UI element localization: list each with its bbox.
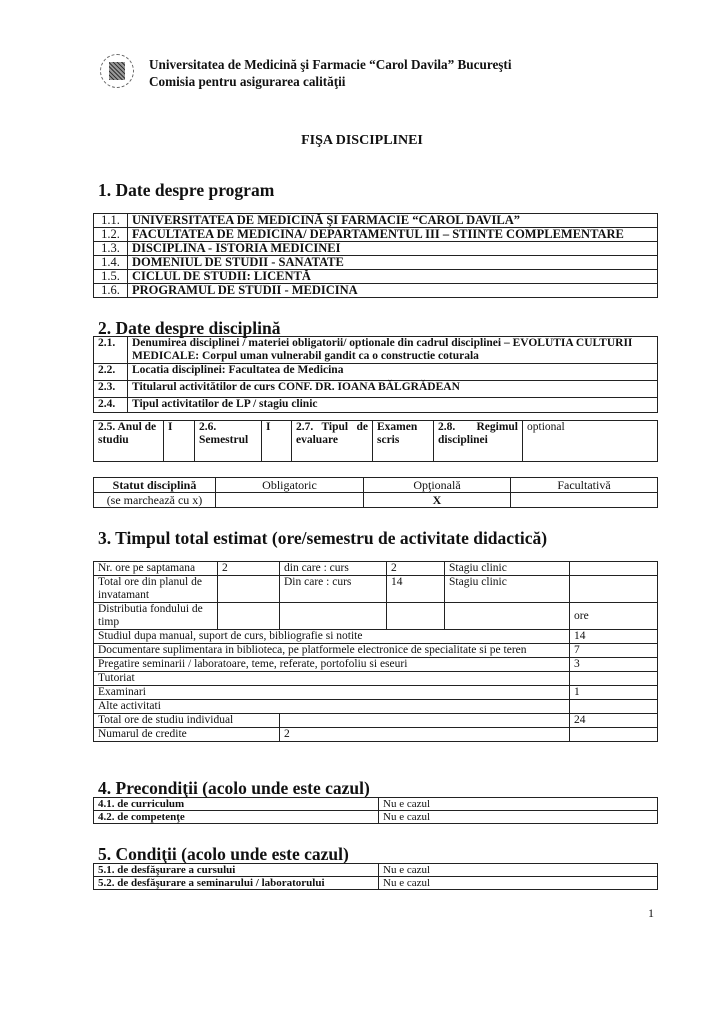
table-row (94, 686, 658, 700)
row-number: 1.5. (94, 270, 128, 284)
condition-value: Nu e cazul (379, 877, 658, 890)
table-row (94, 493, 658, 508)
activity-hours: 7 (570, 644, 658, 658)
document-title: FIŞA DISCIPLINEI (301, 133, 423, 148)
table-row (94, 214, 658, 228)
table-row (94, 256, 658, 270)
row-text: Tipul activitatilor de LP / stagiu clinic (128, 398, 658, 413)
table-row (94, 811, 658, 824)
page-number: 1 (648, 906, 654, 920)
condition-value: Nu e cazul (379, 864, 658, 877)
activity-label: Examinari (94, 686, 570, 700)
program-table (93, 213, 658, 298)
discipline-table (93, 336, 658, 413)
precondition-label: 4.2. de competenţe (94, 811, 379, 824)
cell: 2 (218, 562, 280, 576)
activity-hours: 14 (570, 630, 658, 644)
table-row (94, 672, 658, 686)
table-row (94, 877, 658, 890)
row-text: Locatia disciplinei: Facultatea de Medicina (128, 364, 658, 381)
commission-name: Comisia pentru asigurarea calităţii (149, 74, 346, 89)
table-row (94, 398, 658, 413)
institution-name: Universitatea de Medicină şi Farmacie “Carol Davila” Bucureşti (149, 57, 512, 72)
cell: 2 (387, 562, 445, 576)
cell: Total ore din planul de invatamant (94, 576, 218, 603)
regime-label: 2.8. Regimul disciplinei (434, 421, 523, 462)
activity-label: Documentare suplimentara in biblioteca, pe platformele electronice de specialitate si pe teren (94, 644, 570, 658)
university-seal-icon (100, 54, 134, 88)
cell: ore (570, 603, 658, 630)
row-text: Titularul activitătilor de curs CONF. DR. IOANA BĂLGRĂDEAN (128, 381, 658, 398)
cell (280, 714, 570, 728)
time-allocation-table (93, 561, 658, 742)
activity-hours (570, 700, 658, 714)
table-row (94, 364, 658, 381)
cell (218, 603, 280, 630)
cell: Stagiu clinic (445, 576, 570, 603)
table-row (94, 798, 658, 811)
table-row (94, 576, 658, 603)
status-option-obligatoriu: Obligatoric (216, 478, 364, 493)
cell (218, 576, 280, 603)
precondition-label: 4.1. de curriculum (94, 798, 379, 811)
section-4-heading: 4. Precondiţii (acolo unde este cazul) (98, 778, 370, 798)
table-row (94, 603, 658, 630)
total-hours-label: Total ore de studiu individual (94, 714, 280, 728)
activity-label: Studiul dupa manual, suport de curs, bibliografie si notite (94, 630, 570, 644)
activity-label: Pregatire seminarii / laboratoare, teme, referate, portofoliu si eseuri (94, 658, 570, 672)
cell: din care : curs (280, 562, 387, 576)
cell: Distributia fondului de timp (94, 603, 218, 630)
status-mark: X (364, 493, 511, 508)
cell (280, 603, 387, 630)
table-row (94, 562, 658, 576)
cell (570, 728, 658, 742)
table-row (94, 728, 658, 742)
row-number: 1.2. (94, 228, 128, 242)
section-2-heading: 2. Date despre disciplină (98, 318, 281, 338)
activity-hours: 1 (570, 686, 658, 700)
status-mark (511, 493, 658, 508)
row-text: DISCIPLINA - ISTORIA MEDICINEI (128, 242, 658, 256)
section-5-heading: 5. Condiţii (acolo unde este cazul) (98, 844, 349, 864)
table-row (94, 337, 658, 364)
row-number: 2.2. (94, 364, 128, 381)
table-row (94, 644, 658, 658)
row-text: PROGRAMUL DE STUDII - MEDICINA (128, 284, 658, 298)
cell (570, 576, 658, 603)
row-number: 1.4. (94, 256, 128, 270)
cell (570, 562, 658, 576)
precondition-value: Nu e cazul (379, 798, 658, 811)
evaluation-value: Examen scris (373, 421, 434, 462)
table-row (94, 381, 658, 398)
condition-label: 5.1. de desfăşurare a cursului (94, 864, 379, 877)
cell (445, 603, 570, 630)
section-3-heading: 3. Timpul total estimat (ore/semestru de activitate didactică) (98, 528, 548, 548)
section-1-heading: 1. Date despre program (98, 180, 275, 200)
regime-value: optional (523, 421, 658, 462)
cell: 14 (387, 576, 445, 603)
row-number: 2.1. (94, 337, 128, 364)
activity-hours (570, 672, 658, 686)
table-row (94, 478, 658, 493)
status-table (93, 477, 658, 508)
year-value: I (164, 421, 195, 462)
cell: Nr. ore pe saptamana (94, 562, 218, 576)
total-hours-value: 24 (570, 714, 658, 728)
table-row (94, 421, 658, 462)
status-label: Statut disciplină (94, 478, 216, 493)
year-label: 2.5. Anul de studiu (94, 421, 164, 462)
activity-hours: 3 (570, 658, 658, 672)
table-row (94, 700, 658, 714)
discipline-details-table (93, 420, 658, 462)
row-number: 2.3. (94, 381, 128, 398)
credits-label: Numarul de credite (94, 728, 280, 742)
row-number: 2.4. (94, 398, 128, 413)
precondition-value: Nu e cazul (379, 811, 658, 824)
table-row (94, 242, 658, 256)
row-number: 1.3. (94, 242, 128, 256)
semester-value: I (262, 421, 292, 462)
table-row (94, 658, 658, 672)
activity-label: Tutoriat (94, 672, 570, 686)
table-row (94, 270, 658, 284)
cell: Stagiu clinic (445, 562, 570, 576)
row-number: 1.1. (94, 214, 128, 228)
table-row (94, 864, 658, 877)
row-text: Denumirea disciplinei / materiei obligatorii/ optionale din cadrul disciplinei – EVOLUTIA CULTURII MEDICALE: Corpul uman vulnerabil gandit ca o constructie coturala (128, 337, 658, 364)
status-option-optionala: Opţională (364, 478, 511, 493)
condition-label: 5.2. de desfăşurare a seminarului / laboratorului (94, 877, 379, 890)
semester-label: 2.6. Semestrul (195, 421, 262, 462)
cell: Din care : curs (280, 576, 387, 603)
evaluation-label: 2.7. Tipul de evaluare (292, 421, 373, 462)
table-row (94, 228, 658, 242)
row-text: DOMENIUL DE STUDII - SANATATE (128, 256, 658, 270)
credits-value: 2 (280, 728, 570, 742)
row-text: UNIVERSITATEA DE MEDICINĂ ŞI FARMACIE “CAROL DAVILA” (128, 214, 658, 228)
status-option-facultativa: Facultativă (511, 478, 658, 493)
status-mark (216, 493, 364, 508)
table-row (94, 630, 658, 644)
status-sublabel: (se marchează cu x) (94, 493, 216, 508)
table-row (94, 284, 658, 298)
row-number: 1.6. (94, 284, 128, 298)
preconditions-table (93, 797, 658, 824)
cell (387, 603, 445, 630)
row-text: CICLUL DE STUDII: LICENTĂ (128, 270, 658, 284)
conditions-table (93, 863, 658, 890)
table-row (94, 714, 658, 728)
row-text: FACULTATEA DE MEDICINA/ DEPARTAMENTUL III – STIINTE COMPLEMENTARE (128, 228, 658, 242)
activity-label: Alte activitati (94, 700, 570, 714)
